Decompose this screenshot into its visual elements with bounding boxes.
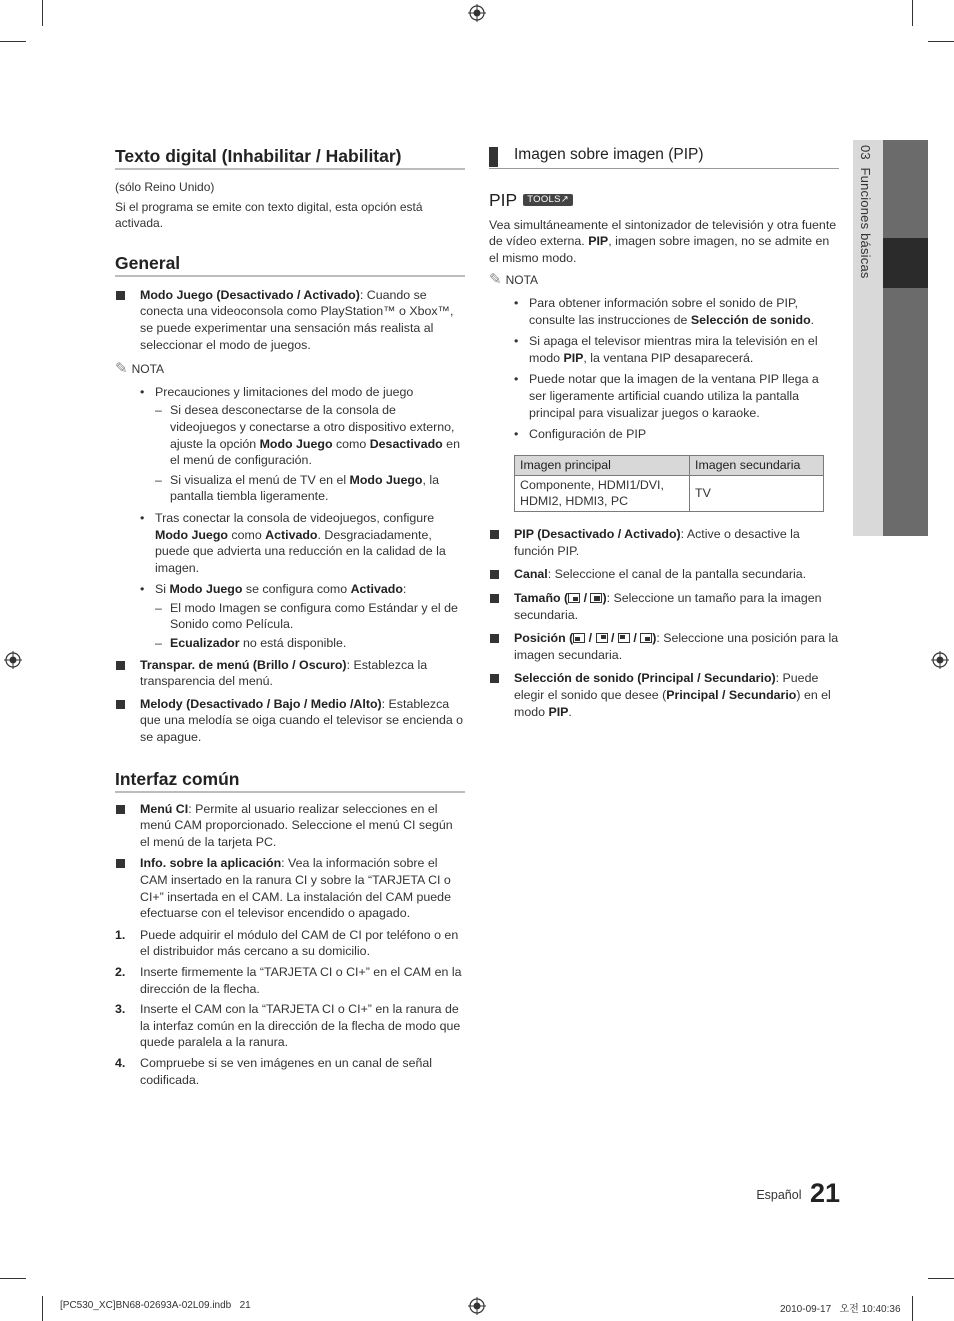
step-item: 2. Inserte firmemente la “TARJETA CI o CI+” en el CAM en la dirección de la flecha. [115,964,462,996]
nota-label: ✎ NOTA [115,360,165,378]
position-top-right-icon [596,633,608,643]
texto-desc: Si el programa se emite con texto digital, esta opción está activada. [115,199,423,231]
page-footer [700,1178,840,1209]
crop-mark [912,1296,913,1321]
chapter-label: Funciones básicas [858,167,873,279]
tools-badge: TOOLS↗ [523,194,573,206]
table-header-row [515,455,824,476]
list-item: Menú CI: Permite al usuario realizar selecciones en el menú CAM proporcionado. Seleccione el menú CI según el menú de la tarjeta PC. [115,801,465,851]
texto-digital-heading: Texto digital (Inhabilitar / Habilitar) [115,145,465,170]
list-item: • Si apaga el televisor mientras mira la televisión en el modo PIP, la ventana PIP desaparecerá. [514,333,839,366]
right-column [489,145,839,720]
list-item: – Si visualiza el menú de TV en el Modo Juego, la pantalla tiembla ligeramente. [155,472,465,505]
registration-mark-icon [931,651,949,669]
registration-mark-icon [468,4,486,22]
pip-config-table [514,455,824,513]
list-item: – Ecualizador no está disponible. [155,635,465,652]
section-marker [489,147,498,167]
crop-mark [42,1296,43,1321]
list-item: Melody (Desactivado / Bajo / Medio /Alto): Establezca que una melodía se oiga cuando el televisor se encienda o se apague. [115,696,465,746]
pencil-icon: ✎ [115,360,128,378]
registration-mark-icon [4,651,22,669]
table-header: Imagen secundaria [690,455,824,476]
list-item: – Si desea desconectarse de la consola de videojuegos y conectarse a otro dispositivo externo, ajuste la opción Modo Juego como Desactivado en el menú de configuración. [155,402,465,468]
step-item: 3. Inserte el CAM con la “TARJETA CI o CI+” en la ranura de la interfaz común en la dirección de la flecha de modo que quede paralela a la ranura. [115,1002,461,1050]
position-bottom-right-icon [640,633,652,643]
list-item: • Tras conectar la consola de videojuegos, configure Modo Juego como Activado. Desgraciadamente, puede que advierta una reducción en la calidad de la imagen. [140,510,465,576]
list-item: • Para obtener información sobre el sonido de PIP, consulte las instrucciones de Selección de sonido. [514,295,839,328]
crop-mark [928,1278,954,1279]
language-label: Español [756,1188,802,1202]
pip-intro: Vea simultáneamente el sintonizador de televisión y otra fuente de vídeo externa. PIP, imagen sobre imagen, no se admite en el mismo modo. [489,217,837,265]
list-item: • Precauciones y limitaciones del modo de juego [140,384,465,401]
section-header [489,145,839,169]
table-header: Imagen principal [515,455,690,476]
registration-mark-icon [468,1297,486,1315]
step-item: 1. Puede adquirir el módulo del CAM de CI por teléfono o en el distribuidor más cercano a su domicilio. [115,927,459,959]
table-cell: TV [690,476,824,512]
general-heading: General [115,252,465,277]
list-item: PIP (Desactivado / Activado): Active o desactive la función PIP. [489,526,839,559]
section-title: Imagen sobre imagen (PIP) [514,146,704,163]
crop-mark [42,0,43,26]
size-large-icon [590,593,602,603]
table-cell: Componente, HDMI1/DVI, HDMI2, HDMI3, PC [515,476,690,512]
crop-mark [0,1278,26,1279]
list-item: • Configuración de PIP [514,426,839,443]
list-item: Info. sobre la aplicación: Vea la información sobre el CAM insertado en la ranura CI y sobre la “TARJETA CI o CI+” insertada en el CAM. La instalación del CAM puede efectuarse con el televisor encendido o apagado. [115,855,465,921]
list-item: Canal: Seleccione el canal de la pantalla secundaria. [489,566,839,583]
page-number: 21 [809,1178,840,1208]
list-item: Transpar. de menú (Brillo / Oscuro): Establezca la transparencia del menú. [115,657,465,690]
texto-note: (sólo Reino Unido) [115,180,215,194]
side-tab-active [883,238,928,288]
side-tab-label [858,145,873,279]
list-item: Modo Juego (Desactivado / Activado): Cuando se conecta una videoconsola como PlayStation™ o Xbox™, se puede experimentar una sensación más realista al seleccionar el modo de juegos. [115,287,465,353]
list-item: • Puede notar que la imagen de la ventana PIP llega a ser ligeramente artificial cuando utiliza la pantalla principal para visualizar juegos o karaoke. [514,371,839,421]
pencil-icon: ✎ [489,271,502,289]
tools-icon: ↗ [560,194,570,206]
size-small-icon [568,593,580,603]
crop-mark [0,41,26,42]
pip-title: PIP [489,190,518,210]
chapter-number: 03 [858,145,873,160]
step-item: 4. Compruebe si se ven imágenes en un canal de señal codificada. [115,1055,433,1087]
print-file-info: [PC530_XC]BN68-02693A-02L09.indb 21 [60,1300,251,1311]
interfaz-heading: Interfaz común [115,768,465,793]
pip-heading [489,192,839,209]
nota-label: ✎ NOTA [489,271,539,289]
crop-mark [912,0,913,26]
position-bottom-left-icon [573,633,585,643]
side-tab-dark [883,140,928,536]
list-item: Tamaño ( / ): Seleccione un tamaño para la imagen secundaria. [489,590,839,623]
list-item: Selección de sonido (Principal / Secundario): Puede elegir el sonido que desee (Principal / Secundario) en el modo PIP. [489,670,839,720]
table-row [515,476,824,512]
list-item: – El modo Imagen se configura como Estándar y el de Sonido como Película. [155,600,465,633]
print-date-info: 2010-09-17 오전 10:40:36 [780,1304,901,1315]
list-item: • Si Modo Juego se configura como Activado: [140,581,465,598]
left-column [115,145,465,1088]
list-item: Posición ( / / / ): Seleccione una posición para la imagen secundaria. [489,630,839,663]
crop-mark [928,41,954,42]
position-top-left-icon [618,633,630,643]
